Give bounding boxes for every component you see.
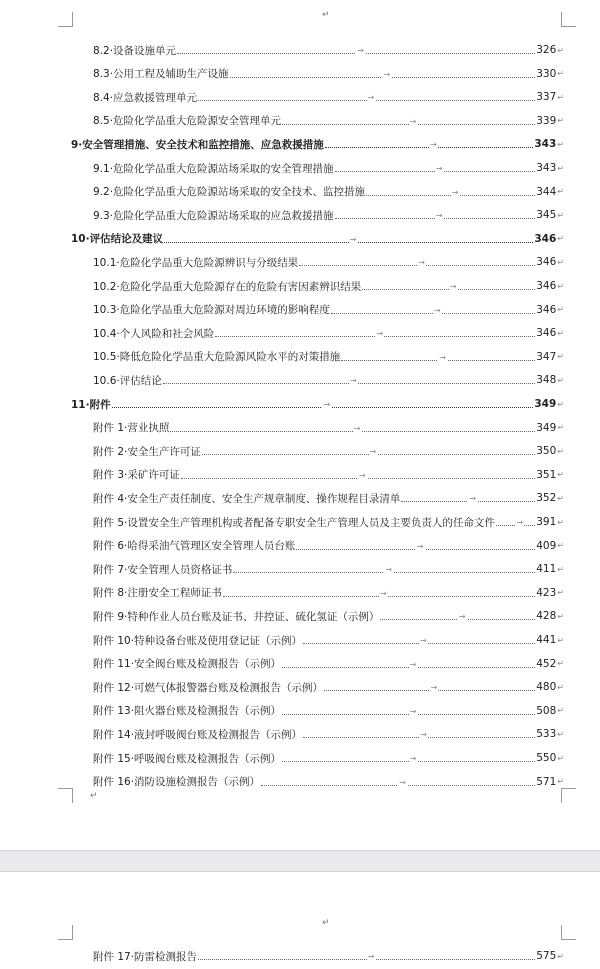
toc-entry[interactable] xyxy=(93,420,564,436)
tab-mark-icon: → xyxy=(353,423,361,433)
tab-mark-icon: → xyxy=(516,518,524,527)
toc-entry-title: 附件 4·安全生产责任制度、安全生产规章制度、操作规程目录清单 xyxy=(93,492,401,505)
toc-entry-title: 8.4·应急救援管理单元 xyxy=(93,91,198,104)
paragraph-mark-icon: ↵ xyxy=(557,564,564,574)
toc-page-number: 349 xyxy=(534,398,557,410)
toc-entry-title: 8.2·设备设施单元 xyxy=(93,44,177,57)
paragraph-mark-icon: ↵ xyxy=(557,493,564,503)
paragraph-mark-icon: ↵ xyxy=(557,635,564,645)
paragraph-mark-icon: ↵ xyxy=(557,187,564,197)
toc-page-number: 452 xyxy=(536,657,557,670)
toc-dot-leader xyxy=(380,608,535,624)
paragraph-mark-icon: ↵ xyxy=(557,328,564,338)
toc-dot-leader xyxy=(223,585,535,601)
paragraph-mark-icon: ↵ xyxy=(557,69,564,79)
tab-mark-icon: → xyxy=(359,470,366,480)
tab-mark-icon: → xyxy=(357,46,364,55)
toc-dot-leader xyxy=(299,254,535,270)
toc-entry[interactable] xyxy=(93,490,564,506)
toc-entry-title: 9·安全管理措施、安全技术和监控措施、应急救援措施 xyxy=(71,138,324,151)
toc-dot-leader xyxy=(496,514,535,530)
toc-dot-leader xyxy=(401,490,535,506)
toc-dot-leader xyxy=(181,467,535,483)
toc-page-number: 350 xyxy=(536,445,557,458)
tab-mark-icon: → xyxy=(416,541,424,551)
toc-entry[interactable] xyxy=(93,278,564,294)
toc-dot-leader xyxy=(230,66,536,82)
tab-mark-icon: → xyxy=(376,329,383,339)
toc-dot-leader xyxy=(325,136,534,152)
tab-mark-icon: → xyxy=(367,952,375,961)
toc-dot-leader xyxy=(282,656,535,672)
toc-page-number: 571 xyxy=(536,775,557,788)
toc-dot-leader xyxy=(282,750,535,766)
toc-entry-title: 附件 3·采矿许可证 xyxy=(93,469,180,482)
toc-entry[interactable] xyxy=(93,254,564,270)
toc-entry-title: 附件 14·液封呼吸阀台账及检测报告（示例） xyxy=(93,728,303,741)
toc-entry-title: 附件 15·呼吸阀台账及检测报告（示例） xyxy=(93,752,282,765)
toc-dot-leader xyxy=(282,703,535,719)
toc-page-number: 347 xyxy=(536,350,557,363)
toc-entry-title: 10.6·评估结论 xyxy=(93,374,162,387)
toc-dot-leader xyxy=(324,679,535,695)
toc-entry-title: 附件 17·防雷检测报告 xyxy=(93,950,198,963)
toc-page-number: 411 xyxy=(536,563,557,576)
toc-entry-title: 附件 5·设置安全生产管理机构或者配备专职安全生产管理人员及主要负责人的任命文件 xyxy=(93,516,495,529)
paragraph-mark-icon: ↵ xyxy=(557,729,564,739)
toc-entry-title: 10.2·危险化学品重大危险源存在的危险有害因素辨识结果 xyxy=(93,280,362,293)
paragraph-mark-icon: ↵ xyxy=(557,352,564,362)
toc-page-number: 441 xyxy=(536,634,557,646)
page-corner-mark xyxy=(561,925,576,940)
paragraph-mark-icon: ↵ xyxy=(557,517,564,527)
toc-dot-leader xyxy=(362,278,535,294)
toc-entry[interactable] xyxy=(93,514,564,530)
tab-mark-icon: → xyxy=(430,140,437,150)
toc-page-number: 346 xyxy=(536,256,557,269)
paragraph-mark-icon: ↵ xyxy=(557,399,564,409)
tab-mark-icon: → xyxy=(367,93,375,103)
toc-dot-leader xyxy=(233,561,535,577)
toc-dot-leader xyxy=(296,538,535,554)
page-corner-mark xyxy=(561,12,576,27)
paragraph-mark-icon: ↵ xyxy=(557,423,564,433)
page-corner-mark xyxy=(561,788,576,803)
toc-dot-leader xyxy=(341,349,535,365)
toc-entry[interactable] xyxy=(93,726,564,742)
toc-dot-leader xyxy=(164,231,533,247)
toc-entry-title: 9.2·危险化学品重大危险源站场采取的安全技术、监控措施 xyxy=(93,186,366,199)
toc-entry[interactable] xyxy=(93,66,564,82)
toc-page-number: 343 xyxy=(534,138,557,151)
paragraph-mark-icon: ↵ xyxy=(557,281,564,291)
paragraph-mark-icon: ↵ xyxy=(557,951,564,961)
paragraph-mark-icon: ↵ xyxy=(557,257,564,267)
toc-entry[interactable] xyxy=(93,656,564,672)
toc-page-number: 343 xyxy=(536,162,557,174)
paragraph-mark-icon: ↵ xyxy=(557,305,564,315)
tab-mark-icon: → xyxy=(430,683,438,693)
toc-entry[interactable] xyxy=(93,774,564,790)
toc-entry[interactable] xyxy=(93,42,564,58)
tab-mark-icon: → xyxy=(380,588,387,598)
tab-mark-icon: → xyxy=(439,352,446,362)
toc-entry-title: 附件 10·特种设备台账及使用登记证（示例） xyxy=(93,634,303,647)
toc-entry-title: 11·附件 xyxy=(71,398,111,411)
toc-entry[interactable] xyxy=(93,302,564,318)
paragraph-mark-icon: ↵ xyxy=(557,234,564,244)
toc-page-number: 349 xyxy=(536,421,557,434)
tab-mark-icon: → xyxy=(349,376,357,386)
toc-entry[interactable] xyxy=(71,136,564,152)
toc-page-number: 423 xyxy=(536,586,557,599)
toc-page-number: 346 xyxy=(534,232,557,245)
toc-entry[interactable] xyxy=(93,467,564,483)
tab-mark-icon: → xyxy=(458,612,466,622)
toc-page-number: 575 xyxy=(536,950,557,962)
toc-page-number: 508 xyxy=(536,704,557,717)
toc-page-number: 345 xyxy=(536,209,557,222)
toc-page-number: 391 xyxy=(536,516,557,528)
toc-entry[interactable] xyxy=(93,632,564,648)
toc-page-number: 480 xyxy=(536,681,557,694)
toc-dot-leader xyxy=(261,774,535,790)
toc-page-number: 550 xyxy=(536,752,557,764)
toc-entry[interactable] xyxy=(93,679,564,695)
toc-page-number: 348 xyxy=(536,374,557,387)
toc-dot-leader xyxy=(282,113,535,129)
toc-entry[interactable] xyxy=(93,349,564,365)
toc-page-number: 428 xyxy=(536,610,557,623)
toc-entry[interactable] xyxy=(71,396,564,412)
paragraph-mark-icon: ↵ xyxy=(557,375,564,385)
toc-entry[interactable] xyxy=(93,948,564,964)
tab-mark-icon: → xyxy=(420,636,427,645)
toc-dot-leader xyxy=(163,372,536,388)
toc-entry[interactable] xyxy=(93,561,564,577)
tab-mark-icon: → xyxy=(433,305,441,315)
toc-entry[interactable] xyxy=(93,160,564,176)
toc-entry[interactable] xyxy=(93,585,564,601)
tab-mark-icon: → xyxy=(409,754,417,763)
toc-page-number: 326 xyxy=(536,44,557,56)
paragraph-mark-icon: ↵ xyxy=(557,588,564,598)
paragraph-mark-icon: ↵ xyxy=(557,116,564,126)
tab-mark-icon: → xyxy=(323,400,331,409)
toc-dot-leader xyxy=(170,420,535,436)
toc-entry-title: 10·评估结论及建议 xyxy=(71,233,164,246)
tab-mark-icon: → xyxy=(420,730,427,740)
paragraph-mark-icon: ↵ xyxy=(557,163,564,173)
toc-entry-title: 附件 8·注册安全工程师证书 xyxy=(93,587,222,600)
toc-entry[interactable] xyxy=(93,113,564,129)
toc-entry[interactable] xyxy=(93,703,564,719)
toc-entry[interactable] xyxy=(71,231,564,247)
toc-dot-leader xyxy=(303,632,535,648)
paragraph-mark-icon: ↵ xyxy=(90,791,98,801)
toc-page-number: 337 xyxy=(536,91,557,104)
paragraph-mark-icon: ↵ xyxy=(557,45,564,55)
toc-dot-leader xyxy=(303,726,535,742)
toc-entry-title: 附件 1·营业执照 xyxy=(93,422,170,435)
paragraph-mark-icon: ↵ xyxy=(557,210,564,220)
paragraph-mark-icon: ↵ xyxy=(557,541,564,551)
tab-mark-icon: → xyxy=(409,116,417,126)
paragraph-mark-icon: ↵ xyxy=(557,92,564,102)
toc-entry[interactable] xyxy=(93,184,564,200)
toc-entry-title: 8.5·危险化学品重大危险源安全管理单元 xyxy=(93,115,282,128)
toc-entry-title: 10.3·危险化学品重大危险源对周边环境的影响程度 xyxy=(93,304,330,317)
paragraph-mark-icon: ↵ xyxy=(557,470,564,480)
toc-dot-leader xyxy=(112,396,534,412)
toc-entry[interactable] xyxy=(93,207,564,223)
tab-mark-icon: → xyxy=(418,258,425,268)
toc-entry-title: 附件 13·阻火器台账及检测报告（示例） xyxy=(93,705,282,718)
toc-dot-leader xyxy=(198,89,535,105)
toc-entry[interactable] xyxy=(93,750,564,766)
toc-entry-title: 附件 9·特种作业人员台账及证书、井控证、硫化氢证（示例） xyxy=(93,610,380,623)
toc-entry-title: 附件 12·可燃气体报警器台账及检测报告（示例） xyxy=(93,681,324,694)
paragraph-mark-icon: ↵ xyxy=(557,659,564,669)
toc-page-number: 352 xyxy=(536,492,557,505)
toc-entry[interactable] xyxy=(93,89,564,105)
toc-entry-title: 8.3·公用工程及辅助生产设施 xyxy=(93,68,229,81)
document-page-2 xyxy=(0,872,600,969)
toc-entry[interactable] xyxy=(93,608,564,624)
toc-entry-title: 附件 7·安全管理人员资格证书 xyxy=(93,563,233,576)
toc-page-number: 346 xyxy=(536,303,557,316)
tab-mark-icon: → xyxy=(383,69,391,79)
toc-entry-title: 附件 6·哈得采油气管理区安全管理人员台账 xyxy=(93,540,296,553)
paragraph-mark-icon: ↵ xyxy=(557,706,564,716)
toc-entry-title: 附件 11·安全阀台账及检测报告（示例） xyxy=(93,658,282,671)
tab-mark-icon: → xyxy=(409,659,417,669)
paragraph-mark-icon: ↵ xyxy=(322,918,330,928)
tab-mark-icon: → xyxy=(451,187,459,197)
toc-page-number: 346 xyxy=(536,327,557,340)
toc-dot-leader xyxy=(335,160,536,176)
toc-dot-leader xyxy=(198,948,535,964)
paragraph-mark-icon: ↵ xyxy=(557,611,564,621)
toc-page-number: 533 xyxy=(536,728,557,741)
tab-mark-icon: → xyxy=(399,777,406,787)
toc-dot-leader xyxy=(366,184,535,200)
toc-entry-title: 10.4·个人风险和社会风险 xyxy=(93,327,215,340)
toc-entry-title: 9.1·危险化学品重大危险源站场采取的安全管理措施 xyxy=(93,162,334,175)
toc-page-number: 344 xyxy=(536,185,557,198)
toc-entry-title: 10.5·降低危险化学品重大危险源风险水平的对策措施 xyxy=(93,351,341,364)
paragraph-mark-icon: ↵ xyxy=(557,777,564,787)
page-corner-mark xyxy=(58,925,73,940)
paragraph-mark-icon: ↵ xyxy=(557,682,564,692)
toc-entry-title: 9.3·危险化学品重大危险源站场采取的应急救援措施 xyxy=(93,209,334,222)
tab-mark-icon: → xyxy=(369,447,377,457)
toc-dot-leader xyxy=(202,443,535,459)
paragraph-mark-icon: ↵ xyxy=(322,10,330,20)
page-corner-mark xyxy=(58,788,73,803)
toc-dot-leader xyxy=(335,207,536,223)
toc-dot-leader xyxy=(331,302,536,318)
toc-entry[interactable] xyxy=(93,443,564,459)
page-gap xyxy=(0,850,600,872)
paragraph-mark-icon: ↵ xyxy=(557,139,564,149)
toc-entry-title: 10.1·危险化学品重大危险源辨识与分级结果 xyxy=(93,256,299,269)
toc-page-number: 346 xyxy=(536,280,557,292)
toc-page-number: 339 xyxy=(536,114,557,127)
toc-page-number: 351 xyxy=(536,468,557,481)
tab-mark-icon: → xyxy=(385,565,392,575)
toc-entry[interactable] xyxy=(93,538,564,554)
tab-mark-icon: → xyxy=(349,234,357,244)
toc-entry[interactable] xyxy=(93,325,564,341)
tab-mark-icon: → xyxy=(435,164,443,173)
toc-page-number: 409 xyxy=(536,539,557,552)
tab-mark-icon: → xyxy=(409,706,417,716)
page-corner-mark xyxy=(58,12,73,27)
toc-dot-leader xyxy=(177,42,535,58)
toc-entry-title: 附件 16·消防设施检测报告（示例） xyxy=(93,776,261,789)
toc-entry[interactable] xyxy=(93,372,564,388)
paragraph-mark-icon: ↵ xyxy=(557,446,564,456)
tab-mark-icon: → xyxy=(469,494,476,504)
tab-mark-icon: → xyxy=(449,282,457,291)
toc-page-number: 330 xyxy=(536,67,557,80)
toc-entry-title: 附件 2·安全生产许可证 xyxy=(93,445,201,458)
paragraph-mark-icon: ↵ xyxy=(557,753,564,763)
tab-mark-icon: → xyxy=(435,211,443,221)
toc-dot-leader xyxy=(215,325,535,341)
